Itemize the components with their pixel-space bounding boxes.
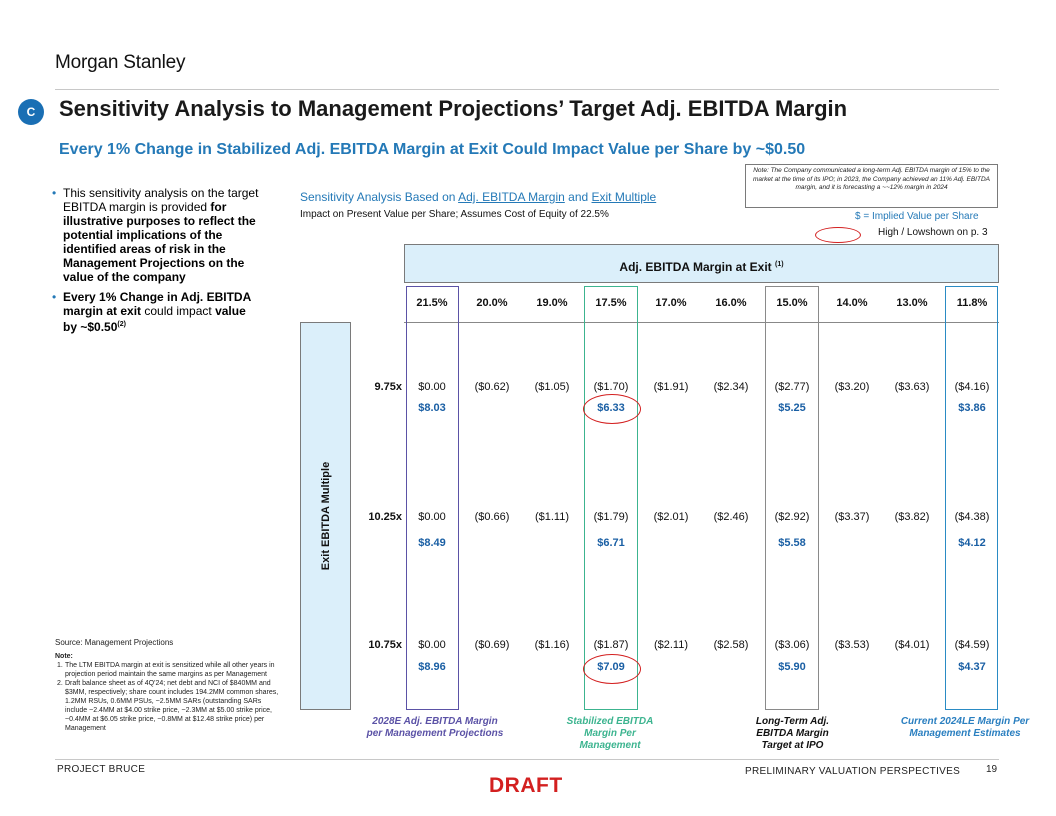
implied-value: $8.03 [418, 402, 446, 414]
table-cell: ($2.77) [774, 381, 810, 393]
page-title: Sensitivity Analysis to Management Projections’ Target Adj. EBITDA Margin [59, 96, 848, 121]
brand-logo: Morgan Stanley [55, 52, 186, 73]
table-cell: ($2.34) [713, 381, 749, 393]
table-cell: ($3.06) [774, 639, 810, 651]
implied-value: $5.90 [778, 661, 806, 673]
margin-header: Adj. EBITDA Margin at Exit $^{(1)}$ [404, 244, 999, 283]
table-cell: ($0.69) [474, 639, 510, 651]
margin-col-header: 19.0% [536, 297, 568, 309]
table-cell: ($1.70) [593, 381, 629, 393]
draft-stamp: DRAFT [489, 774, 563, 797]
table-cell: ($1.16) [534, 639, 570, 651]
implied-value: $3.86 [958, 402, 986, 414]
margin-col-header: 17.5% [595, 297, 627, 309]
implied-value: $5.25 [778, 402, 806, 414]
table-cell: ($1.87) [593, 639, 629, 651]
footer-divider [55, 759, 999, 760]
legend-high-low: High / Lowshown on p. 3 [878, 227, 988, 238]
margin-col-header: 11.8% [956, 297, 988, 309]
implied-value: $4.37 [958, 661, 986, 673]
multiple-row-label: 10.75x [368, 639, 402, 651]
caption-2028e: 2028E Adj. EBITDA Margin per Management Projections [366, 716, 504, 739]
multiple-row-label: 10.25x [368, 511, 402, 523]
margin-col-header: 14.0% [836, 297, 868, 309]
table-cell: ($2.11) [653, 639, 689, 651]
table-cell: ($3.20) [834, 381, 870, 393]
high-value-oval-icon [583, 394, 641, 424]
ipo-note-box: Note: The Company communicated a long-term Adj. EBITDA margin of 15% to the market at the time of its IPO; in 2023, the Company achieved an 11% Adj. EBITDA margin, and it is forecasting a ~~12% margin in 2024 [745, 164, 998, 208]
table-cell: ($2.01) [653, 511, 689, 523]
footnotes [55, 652, 285, 748]
header-divider [55, 89, 999, 90]
implied-value: $8.96 [418, 661, 446, 673]
caption-current-2024le: Current 2024LE Margin Per Management Estimates [900, 716, 1030, 739]
page-number: 19 [986, 764, 998, 775]
implied-value: $5.58 [778, 537, 806, 549]
bullet-dot-icon: • [52, 290, 57, 304]
notes-heading: Note: [55, 653, 73, 660]
table-cell: ($1.91) [653, 381, 689, 393]
table-cell: ($1.11) [534, 511, 570, 523]
section-badge: C [18, 99, 44, 125]
table-cell: ($3.53) [834, 639, 870, 651]
table-divider [404, 322, 999, 323]
margin-col-header: 16.0% [715, 297, 747, 309]
footnote-1: 1. The LTM EBITDA margin at exit is sensitized while all other years in projection period maintain the same margins as per Management [57, 662, 275, 678]
table-cell: ($1.05) [534, 381, 570, 393]
multiple-link[interactable]: Exit Multiple [591, 190, 657, 204]
bullet-1: • This sensitivity analysis on the target EBITDA margin is provided for illustrative purposes to reflect the potential implications of the identified areas of risk in the Management Projections on the value of the company [52, 186, 259, 284]
table-cell: ($4.59) [954, 639, 990, 651]
table-cell: ($3.37) [834, 511, 870, 523]
legend-value: $ = Implied Value per Share [855, 211, 979, 222]
margin-col-header: 21.5% [416, 297, 448, 309]
table-cell: ($4.16) [954, 381, 990, 393]
caption-stabilized: Stabilized EBITDA Margin Per Management [566, 716, 654, 751]
margin-link[interactable]: Adj. EBITDA Margin [458, 190, 565, 204]
table-cell: ($0.66) [474, 511, 510, 523]
margin-col-header: 15.0% [776, 297, 808, 309]
section-name: PRELIMINARY VALUATION PERSPECTIVES [745, 766, 961, 777]
implied-value: $4.12 [958, 537, 986, 549]
table-cell: ($2.92) [774, 511, 810, 523]
sensitivity-subtitle: Impact on Present Value per Share; Assumes Cost of Equity of 22.5% [300, 209, 609, 220]
implied-value: $7.09 [597, 661, 625, 673]
table-cell: ($2.46) [713, 511, 749, 523]
margin-col-header: 20.0% [476, 297, 508, 309]
table-cell: ($3.82) [894, 511, 930, 523]
caption-ipo-target: Long-Term Adj. EBITDA Margin Target at IPO [755, 716, 830, 751]
multiple-row-label: 9.75x [374, 381, 402, 393]
footnote-2: 2. Draft balance sheet as of 4Q'24; net debt and NCI of $840MM and $3MM, respectively; share count includes 194.2MM common shares, 1.2MM RSUs, 0.6MM PSUs, ~2.5MM SARs (outstanding SARs include ~2.4MM at $4.00 strike price, ~2.3MM at $5.00 strike price, ~0.4MM at $6.05 strike price, ~0.8MM at $12.48 strike price) per Management [57, 680, 279, 732]
table-cell: ($1.79) [593, 511, 629, 523]
implied-value: $8.49 [418, 537, 446, 549]
table-cell: ($2.58) [713, 639, 749, 651]
implied-value: $6.33 [597, 402, 625, 414]
low-value-oval-icon [583, 654, 641, 684]
multiple-header: Exit EBITDA Multiple [300, 322, 351, 710]
table-cell: ($4.38) [954, 511, 990, 523]
implied-value: $6.71 [597, 537, 625, 549]
table-cell: $0.00 [418, 639, 446, 651]
sensitivity-title: Sensitivity Analysis Based on Adj. EBITDA Margin and Exit Multiple [300, 190, 657, 204]
margin-col-header: 13.0% [896, 297, 928, 309]
source-note: Source: Management Projections [55, 638, 174, 647]
bullet-dot-icon: • [52, 186, 57, 200]
table-cell: ($3.63) [894, 381, 930, 393]
page-subtitle: Every 1% Change in Stabilized Adj. EBITDA Margin at Exit Could Impact Value per Share by ~$0.50 [59, 141, 806, 158]
margin-col-header: 17.0% [655, 297, 687, 309]
legend-oval-icon [815, 227, 861, 243]
table-cell: ($4.01) [894, 639, 930, 651]
key-points [52, 186, 262, 340]
bullet-2: • Every 1% Change in Adj. EBITDA margin at exit could impact value by ~$0.50$^{(2)}$ [52, 290, 251, 334]
table-cell: $0.00 [418, 511, 446, 523]
table-cell: $0.00 [418, 381, 446, 393]
table-cell: ($0.62) [474, 381, 510, 393]
project-name: PROJECT BRUCE [57, 764, 146, 775]
